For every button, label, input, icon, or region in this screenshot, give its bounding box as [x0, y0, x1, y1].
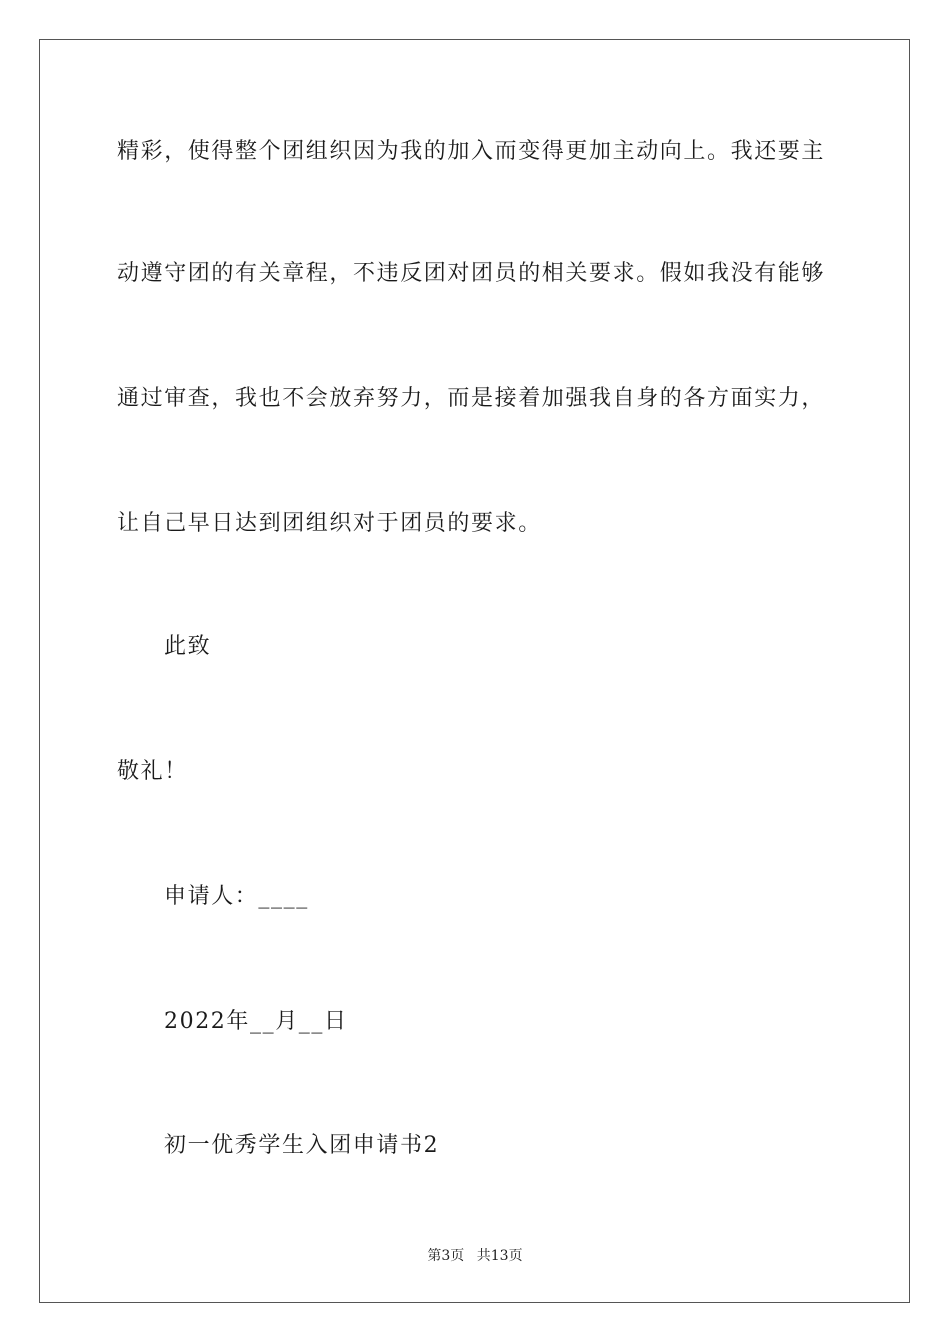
- page-number: 第3页: [427, 1248, 465, 1264]
- paragraph-line-1: 精彩，使得整个团组织因为我的加入而变得更加主动向上。我还要主: [117, 139, 826, 164]
- paragraph-line-4: 让自己早日达到团组织对于团员的要求。: [117, 511, 542, 536]
- paragraph-line-2: 动遵守团的有关章程，不违反团对团员的相关要求。假如我没有能够: [117, 261, 826, 286]
- page-footer: [0, 1246, 950, 1266]
- paragraph-line-3: 通过审查，我也不会放弃努力，而是接着加强我自身的各方面实力，: [117, 386, 826, 411]
- next-heading: 初一优秀学生入团申请书2: [164, 1133, 440, 1158]
- date-line: 2022年__月__日: [164, 1009, 348, 1034]
- salutation: 此致: [164, 634, 212, 659]
- page-total: 共13页: [476, 1248, 523, 1264]
- closing: 敬礼！: [117, 759, 188, 784]
- page-border: [39, 39, 910, 1303]
- applicant-line: 申请人：____: [164, 884, 309, 909]
